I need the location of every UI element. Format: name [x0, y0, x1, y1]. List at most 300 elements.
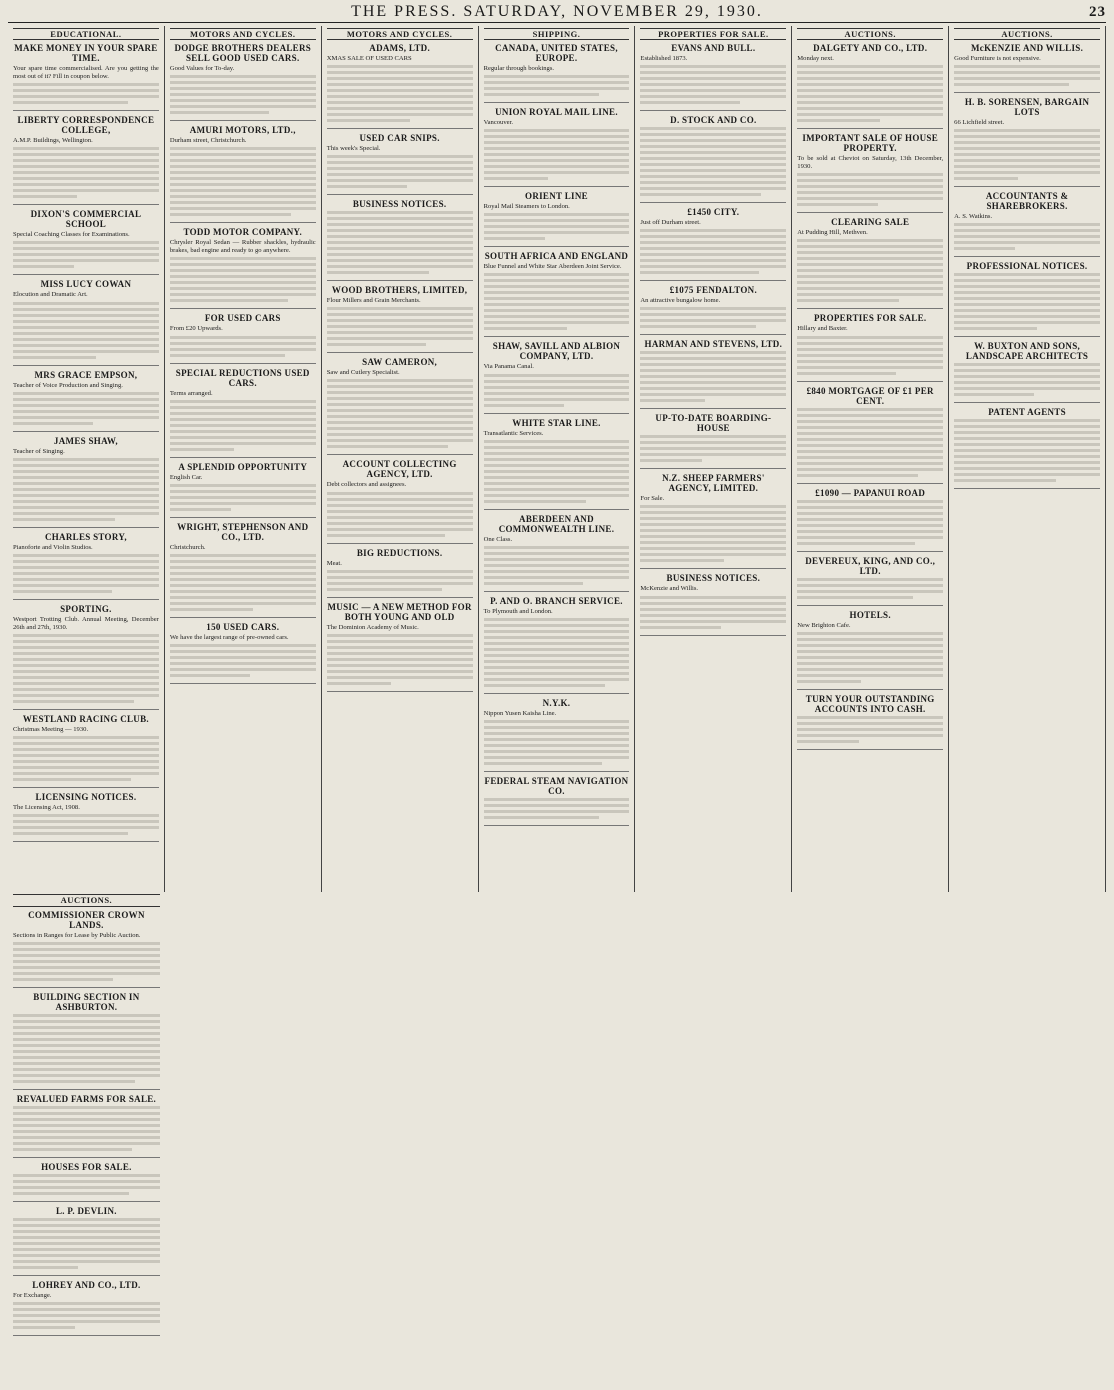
ad-text-lines: [640, 127, 786, 196]
text-line: [13, 590, 112, 593]
text-line: [484, 159, 630, 162]
text-line: [640, 83, 786, 86]
column-5: [635, 26, 792, 892]
text-line: [13, 392, 159, 395]
text-line: [640, 271, 758, 274]
text-line: [484, 558, 630, 561]
text-line: [797, 450, 943, 453]
ad-text-lines: [13, 1014, 160, 1083]
text-line: [484, 452, 630, 455]
text-line: [170, 572, 316, 575]
ad-body: Meat.: [326, 559, 342, 567]
advertisement: [327, 285, 473, 353]
text-line: [640, 181, 786, 184]
text-line: [13, 404, 159, 407]
text-line: [327, 211, 473, 214]
text-line: [797, 299, 899, 302]
text-line: [954, 147, 1100, 150]
text-line: [13, 1260, 160, 1263]
text-line: [484, 660, 630, 663]
ad-text-lines: [13, 302, 159, 359]
ad-title: PROPERTIES FOR SALE.: [813, 313, 927, 324]
text-line: [327, 528, 473, 531]
text-line: [640, 393, 786, 396]
text-line: [170, 81, 316, 84]
text-line: [13, 1248, 160, 1251]
text-line: [170, 560, 316, 563]
text-line: [797, 119, 880, 122]
column-6: [792, 26, 949, 892]
advertisement: [13, 115, 159, 205]
text-line: [13, 1242, 160, 1245]
text-line: [954, 431, 1100, 434]
ad-body: Via Panama Canal.: [483, 363, 534, 371]
text-line: [640, 259, 786, 262]
text-line: [640, 163, 786, 166]
masthead-title: THE PRESS. SATURDAY, NOVEMBER 29, 1930.: [351, 3, 763, 20]
text-line: [170, 674, 250, 677]
text-line: [170, 578, 316, 581]
text-line: [797, 203, 877, 206]
ad-title: A SPLENDID OPPORTUNITY: [178, 461, 308, 472]
ad-title: ADAMS, LTD.: [369, 43, 430, 54]
text-line: [640, 626, 720, 629]
text-line: [640, 139, 786, 142]
text-line: [954, 369, 1100, 372]
text-line: [640, 541, 786, 544]
text-line: [484, 738, 630, 741]
text-line: [13, 560, 159, 563]
text-line: [327, 259, 473, 262]
text-line: [13, 265, 74, 268]
text-line: [170, 412, 316, 415]
text-line: [484, 582, 583, 585]
text-line: [13, 1224, 160, 1227]
text-line: [327, 173, 473, 176]
ad-body: Hillary and Baxter.: [797, 325, 848, 333]
text-line: [13, 518, 115, 521]
advertisement: [954, 407, 1100, 489]
text-line: [170, 430, 316, 433]
text-line: [327, 107, 473, 110]
text-line: [640, 175, 786, 178]
text-line: [327, 582, 473, 585]
text-line: [170, 293, 316, 296]
text-line: [797, 432, 943, 435]
text-line: [170, 165, 316, 168]
ad-title: REVALUED FARMS FOR SALE.: [16, 1093, 157, 1104]
text-line: [954, 229, 1100, 232]
text-line: [13, 165, 159, 168]
text-line: [13, 338, 159, 341]
text-line: [797, 542, 915, 545]
ad-body: Westport Trotting Club. Annual Meeting, December 26th and 27th, 1930.: [13, 615, 159, 631]
text-line: [954, 309, 1100, 312]
text-line: [13, 658, 159, 661]
text-line: [640, 95, 786, 98]
text-line: [13, 1118, 160, 1121]
text-line: [954, 455, 1100, 458]
ad-body: An attractive bungalow home.: [640, 297, 721, 305]
ad-text-lines: [484, 798, 630, 819]
column-7: [949, 26, 1106, 892]
text-line: [13, 195, 77, 198]
text-line: [484, 726, 630, 729]
text-line: [327, 652, 473, 655]
text-line: [13, 344, 159, 347]
ad-title: N.Z. SHEEP FARMERS' AGENCY, LIMITED.: [662, 473, 765, 494]
ad-body: A. S. Watkins.: [954, 213, 993, 221]
ad-title: UP-TO-DATE BOARDING-HOUSE: [655, 413, 772, 434]
text-line: [13, 1320, 160, 1323]
advertisement: [484, 341, 630, 413]
text-line: [484, 129, 630, 132]
text-line: [640, 187, 786, 190]
text-line: [640, 127, 786, 130]
text-line: [797, 360, 943, 363]
ad-body: At Pudding Hill, Methven.: [797, 229, 868, 237]
text-line: [797, 728, 943, 731]
ad-title: FEDERAL STEAM NAVIGATION CO.: [484, 775, 629, 796]
section-header: MOTORS AND CYCLES.: [327, 28, 473, 40]
ad-text-lines: [327, 570, 473, 591]
advertisement: [170, 622, 316, 684]
ad-text-lines: [327, 307, 473, 346]
text-line: [170, 201, 316, 204]
text-line: [954, 437, 1100, 440]
text-line: [640, 559, 723, 562]
text-line: [327, 664, 473, 667]
text-line: [640, 523, 786, 526]
text-line: [13, 89, 159, 92]
text-line: [797, 500, 943, 503]
text-line: [327, 403, 473, 406]
text-line: [170, 424, 316, 427]
advertisement: [13, 1162, 160, 1202]
text-line: [327, 576, 473, 579]
text-line: [797, 65, 943, 68]
text-line: [13, 948, 160, 951]
advertisement: [797, 217, 943, 309]
text-line: [484, 618, 630, 621]
advertisement: [327, 357, 473, 455]
ad-text-lines: [640, 435, 786, 462]
text-line: [13, 1038, 160, 1041]
ad-text-lines: [954, 273, 1100, 330]
ad-body: To Plymouth and London.: [483, 607, 553, 615]
ad-text-lines: [327, 379, 473, 448]
ad-text-lines: [170, 644, 316, 677]
text-line: [327, 646, 473, 649]
ad-body: XMAS SALE OF USED CARS: [326, 55, 412, 63]
ad-text-lines: [170, 257, 316, 302]
text-line: [13, 153, 159, 156]
text-line: [954, 363, 1100, 366]
text-line: [954, 83, 1069, 86]
text-line: [13, 670, 159, 673]
ad-text-lines: [170, 147, 316, 216]
ad-title: HOUSES FOR SALE.: [41, 1161, 132, 1172]
ad-title: PROFESSIONAL NOTICES.: [966, 261, 1088, 272]
ad-title: £1450 CITY.: [687, 207, 740, 218]
text-line: [13, 101, 128, 104]
text-line: [797, 336, 943, 339]
text-line: [954, 65, 1100, 68]
ad-title: LOHREY AND CO., LTD.: [32, 1279, 141, 1290]
text-line: [13, 482, 159, 485]
text-line: [13, 422, 93, 425]
text-line: [640, 319, 786, 322]
text-line: [327, 445, 448, 448]
ad-text-lines: [484, 129, 630, 180]
text-line: [13, 814, 159, 817]
ad-body: Flour Millers and Grain Merchants.: [326, 297, 421, 305]
text-line: [170, 650, 316, 653]
ad-body: Debt collectors and assignees.: [326, 481, 407, 489]
text-line: [170, 336, 316, 339]
text-line: [170, 566, 316, 569]
ad-text-lines: [13, 1302, 160, 1329]
text-line: [484, 744, 630, 747]
ad-body: Monday next.: [797, 55, 834, 63]
text-line: [484, 87, 630, 90]
text-line: [170, 668, 316, 671]
advertisement: [797, 313, 943, 381]
text-line: [640, 505, 786, 508]
text-line: [797, 185, 943, 188]
advertisement: [484, 776, 630, 826]
advertisement: [13, 209, 159, 275]
text-line: [13, 1218, 160, 1221]
advertisement: [954, 261, 1100, 337]
ad-title: CHARLES STORY,: [44, 531, 127, 542]
text-line: [484, 392, 630, 395]
advertisement: [13, 604, 159, 710]
ad-text-lines: [797, 336, 943, 375]
ad-body: Nippon Yusen Kaisha Line.: [483, 709, 557, 717]
text-line: [327, 337, 473, 340]
text-line: [640, 325, 755, 328]
text-line: [13, 554, 159, 557]
text-line: [327, 391, 473, 394]
text-line: [640, 614, 786, 617]
text-line: [170, 171, 316, 174]
text-line: [484, 630, 630, 633]
ad-title: DEVEREUX, KING, AND CO., LTD.: [805, 555, 936, 576]
text-line: [170, 189, 316, 192]
page-number: 23: [1089, 4, 1106, 20]
column-3: [322, 26, 479, 892]
text-line: [13, 942, 160, 945]
ad-text-lines: [13, 392, 159, 425]
ad-text-lines: [797, 65, 943, 122]
text-line: [170, 484, 316, 487]
ad-body: Royal Mail Steamers to London.: [483, 203, 570, 211]
text-line: [484, 141, 630, 144]
ad-title: IMPORTANT SALE OF HOUSE PROPERTY.: [802, 133, 939, 154]
ad-title: SPECIAL REDUCTIONS USED CARS.: [175, 367, 310, 388]
text-line: [13, 308, 159, 311]
text-line: [327, 119, 410, 122]
text-line: [13, 694, 159, 697]
text-line: [327, 167, 473, 170]
ad-text-lines: [13, 1218, 160, 1269]
ad-text-lines: [484, 720, 630, 765]
text-line: [13, 83, 159, 86]
text-line: [484, 672, 630, 675]
text-line: [170, 590, 316, 593]
text-line: [13, 171, 159, 174]
text-line: [484, 488, 630, 491]
text-line: [797, 179, 943, 182]
text-line: [170, 400, 316, 403]
section-header: AUCTIONS.: [954, 28, 1100, 40]
ad-body: Special Coaching Classes for Examinations.: [13, 231, 130, 239]
ad-text-lines: [13, 241, 159, 268]
ad-text-lines: [327, 492, 473, 537]
advertisement: [327, 548, 473, 598]
text-line: [797, 281, 943, 284]
advertisement: [13, 1280, 160, 1336]
ad-title: CANADA, UNITED STATES, EUROPE.: [495, 43, 618, 64]
section-header: EDUCATIONAL.: [13, 28, 159, 40]
text-line: [484, 225, 630, 228]
text-line: [484, 482, 630, 485]
ad-body: This week's Special.: [326, 145, 381, 153]
advertisement: [327, 133, 473, 195]
advertisement: [797, 610, 943, 690]
text-line: [484, 476, 630, 479]
text-line: [954, 273, 1100, 276]
text-line: [13, 494, 159, 497]
ad-text-lines: [640, 596, 786, 629]
ad-title: MUSIC — A NEW METHOD FOR BOTH YOUNG AND OLD: [327, 601, 472, 622]
text-line: [170, 147, 316, 150]
text-line: [484, 720, 630, 723]
advertisement: [954, 191, 1100, 257]
advertisement: [797, 694, 943, 750]
ad-title: WESTLAND RACING CLUB.: [22, 714, 149, 725]
text-line: [484, 684, 605, 687]
text-line: [640, 511, 786, 514]
text-line: [484, 470, 630, 473]
ad-text-lines: [797, 239, 943, 302]
ad-text-lines: [327, 155, 473, 188]
ad-body: Blue Funnel and White Star Aberdeen Joint Service.: [483, 263, 622, 271]
text-line: [640, 313, 786, 316]
text-line: [13, 634, 159, 637]
text-line: [13, 470, 159, 473]
text-line: [484, 303, 630, 306]
text-line: [484, 380, 630, 383]
text-line: [484, 446, 630, 449]
text-line: [797, 674, 943, 677]
ad-text-lines: [797, 716, 943, 743]
text-line: [954, 241, 1100, 244]
section-header: MOTORS AND CYCLES.: [170, 28, 316, 40]
text-line: [640, 608, 786, 611]
text-line: [13, 506, 159, 509]
text-line: [797, 293, 943, 296]
ad-title: BIG REDUCTIONS.: [356, 547, 443, 558]
text-line: [954, 235, 1100, 238]
text-line: [13, 410, 159, 413]
text-line: [797, 716, 943, 719]
text-line: [640, 133, 786, 136]
column-2: [165, 26, 322, 892]
text-line: [13, 1062, 160, 1065]
text-line: [640, 447, 786, 450]
text-line: [170, 213, 291, 216]
ad-body: Saw and Cutlery Specialist.: [326, 369, 400, 377]
ad-text-lines: [954, 419, 1100, 482]
text-line: [13, 566, 159, 569]
advertisement: [484, 418, 630, 510]
ad-text-lines: [13, 458, 159, 521]
text-line: [640, 375, 786, 378]
text-line: [954, 467, 1100, 470]
text-line: [640, 369, 786, 372]
text-line: [13, 177, 159, 180]
text-line: [484, 798, 630, 801]
advertisement: [13, 532, 159, 600]
text-line: [13, 1026, 160, 1029]
text-line: [797, 426, 943, 429]
ad-text-lines: [484, 273, 630, 330]
text-line: [13, 1236, 160, 1239]
ad-body: A.M.P. Buildings, Wellington.: [13, 137, 93, 145]
advertisement: [13, 279, 159, 365]
text-line: [797, 536, 943, 539]
column-1: [8, 26, 165, 892]
text-line: [640, 435, 786, 438]
ad-title: DIXON'S COMMERCIAL SCHOOL: [30, 209, 142, 230]
text-line: [640, 363, 786, 366]
ad-body: Christchurch.: [169, 543, 206, 551]
ad-title: DALGETY AND CO., LTD.: [813, 43, 928, 54]
text-line: [797, 414, 943, 417]
text-line: [13, 183, 159, 186]
text-line: [13, 1254, 160, 1257]
text-line: [954, 381, 1100, 384]
text-line: [954, 321, 1100, 324]
text-line: [13, 772, 159, 775]
text-line: [13, 766, 159, 769]
ad-title: SPORTING.: [60, 603, 112, 614]
ad-text-lines: [170, 400, 316, 451]
text-line: [170, 287, 316, 290]
section-header: AUCTIONS.: [797, 28, 943, 40]
text-line: [954, 479, 1056, 482]
advertisement: [954, 43, 1100, 93]
ad-text-lines: [170, 75, 316, 114]
text-line: [13, 1192, 129, 1195]
text-line: [484, 279, 630, 282]
text-line: [640, 229, 786, 232]
text-line: [13, 476, 159, 479]
ad-title: McKENZIE AND WILLIS.: [971, 43, 1084, 54]
text-line: [170, 207, 316, 210]
text-line: [13, 1074, 160, 1077]
text-line: [797, 512, 943, 515]
ad-title: SAW CAMERON,: [362, 357, 438, 368]
text-line: [327, 179, 473, 182]
text-line: [327, 658, 473, 661]
ad-body: Teacher of Singing.: [13, 447, 65, 455]
text-line: [797, 173, 943, 176]
newspaper-columns: [8, 26, 1106, 1386]
text-line: [13, 253, 159, 256]
